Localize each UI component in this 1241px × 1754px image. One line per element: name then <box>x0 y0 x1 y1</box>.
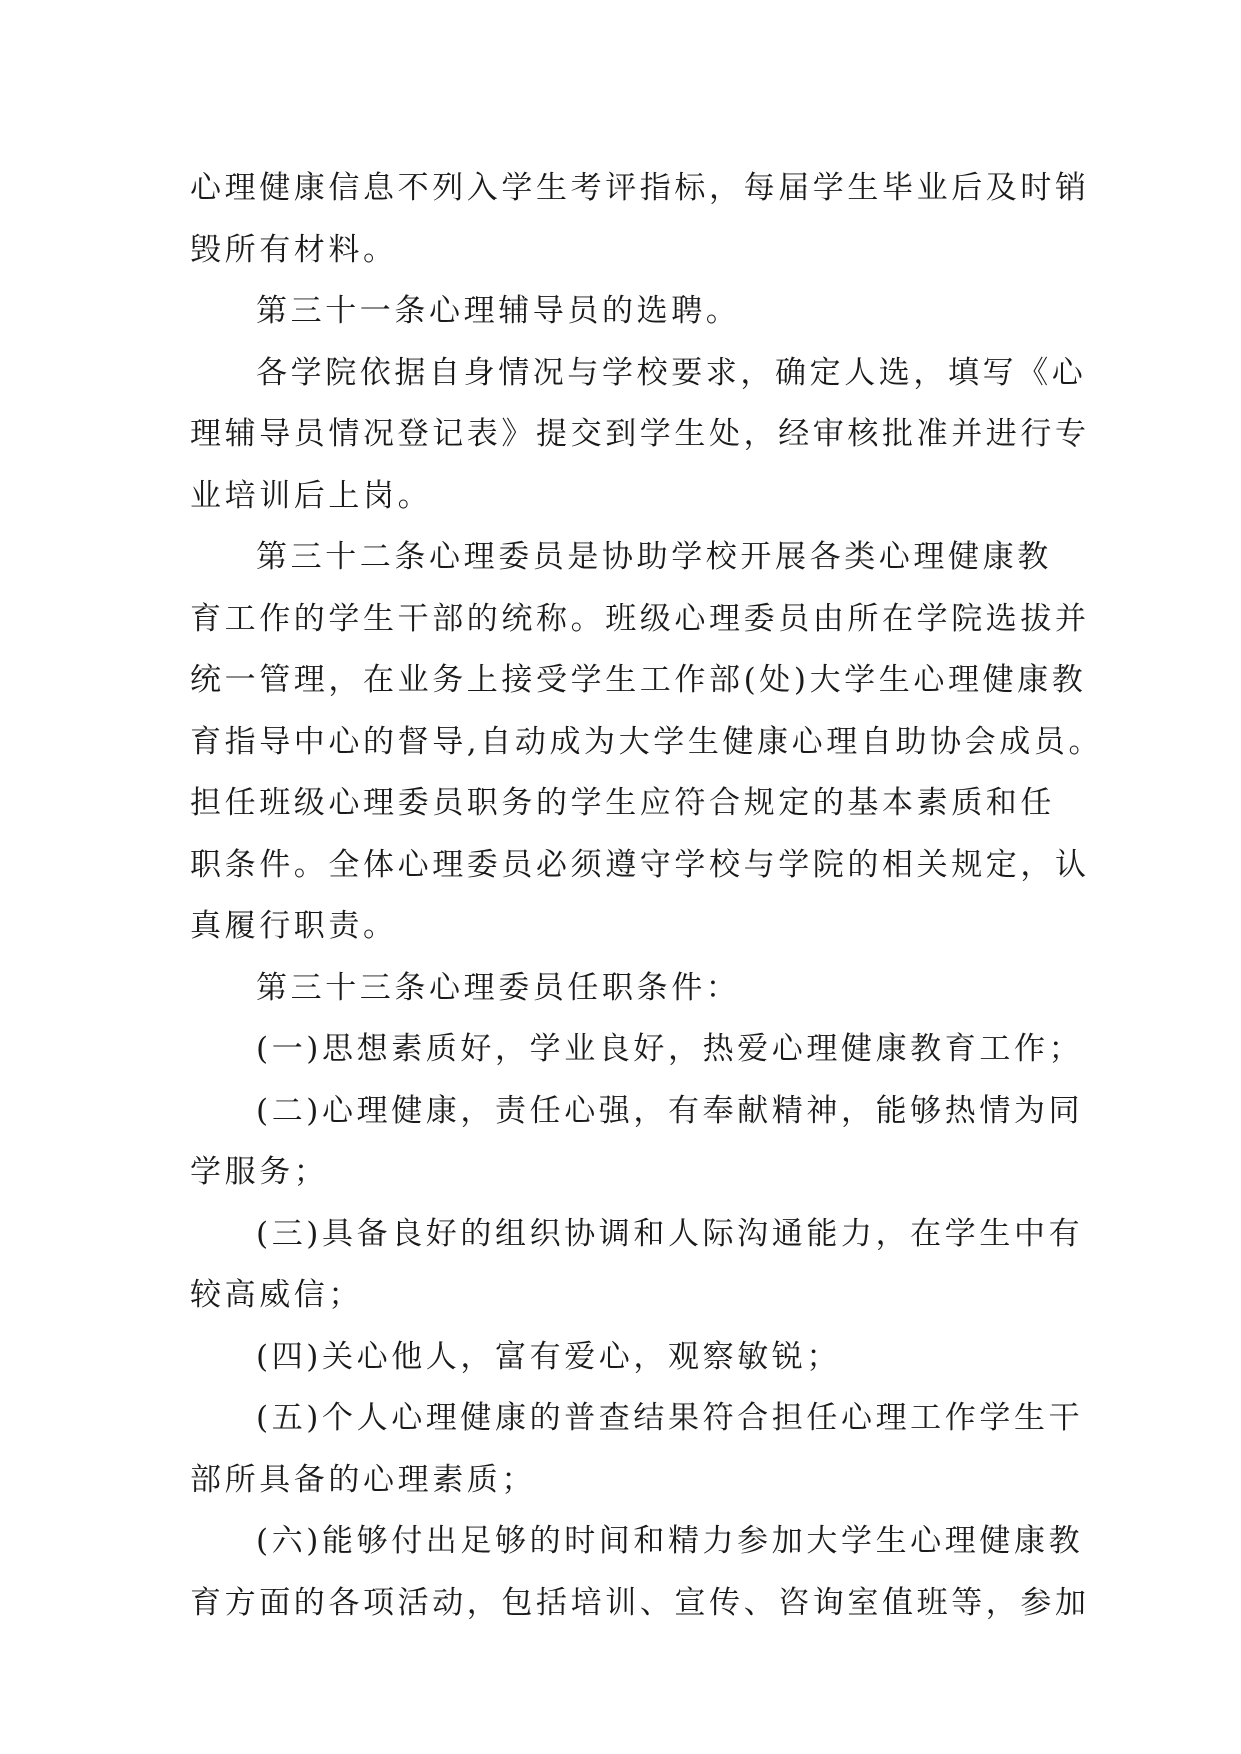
text-line: 较高威信； <box>190 1277 363 1313</box>
text-line: 统一管理，在业务上接受学生工作部(处)大学生心理健康教 <box>190 662 1087 698</box>
document-page <box>190 158 1104 1634</box>
text-line: 育工作的学生干部的统称。班级心理委员由所在学院选拔并 <box>190 600 1090 637</box>
text-line: 担任班级心理委员职务的学生应符合规定的基本素质和任 <box>190 785 1055 821</box>
text-line: 第三十三条心理委员任职条件： <box>256 969 741 1006</box>
text-line: 心理健康信息不列入学生考评指标，每届学生毕业后及时销 <box>190 170 1090 206</box>
text-line: 学服务； <box>190 1154 329 1190</box>
text-line: 真履行职责。 <box>190 908 398 944</box>
text-line: (三)具备良好的组织协调和人际沟通能力，在学生中有 <box>256 1215 1084 1252</box>
text-line: 第三十二条心理委员是协助学校开展各类心理健康教 <box>256 539 1052 575</box>
text-line: 业培训后上岗。 <box>190 477 433 514</box>
text-line: (四)关心他人，富有爱心，观察敏锐； <box>256 1338 841 1375</box>
text-line: (二)心理健康，责任心强，有奉献精神，能够热情为同 <box>256 1092 1084 1129</box>
text-line: 各学院依据自身情况与学校要求，确定人选，填写《心 <box>256 354 1087 391</box>
text-line: 第三十一条心理辅导员的选聘。 <box>256 293 741 329</box>
text-line: (六)能够付出足够的时间和精力参加大学生心理健康教 <box>256 1523 1084 1559</box>
text-line: 职条件。全体心理委员必须遵守学校与学院的相关规定，认 <box>190 846 1090 883</box>
text-line: (一)思想素质好，学业良好，热爱心理健康教育工作； <box>256 1031 1084 1067</box>
text-line: 育指导中心的督导,自动成为大学生健康心理自助协会成员。 <box>190 723 1104 760</box>
text-line: 育方面的各项活动，包括培训、宣传、咨询室值班等，参加 <box>190 1584 1090 1621</box>
text-line: 理辅导员情况登记表》提交到学生处，经审核批准并进行专 <box>190 416 1090 452</box>
text-line: 毁所有材料。 <box>190 231 398 268</box>
text-line: (五)个人心理健康的普查结果符合担任心理工作学生干 <box>256 1400 1084 1436</box>
text-line: 部所具备的心理素质； <box>190 1461 536 1498</box>
